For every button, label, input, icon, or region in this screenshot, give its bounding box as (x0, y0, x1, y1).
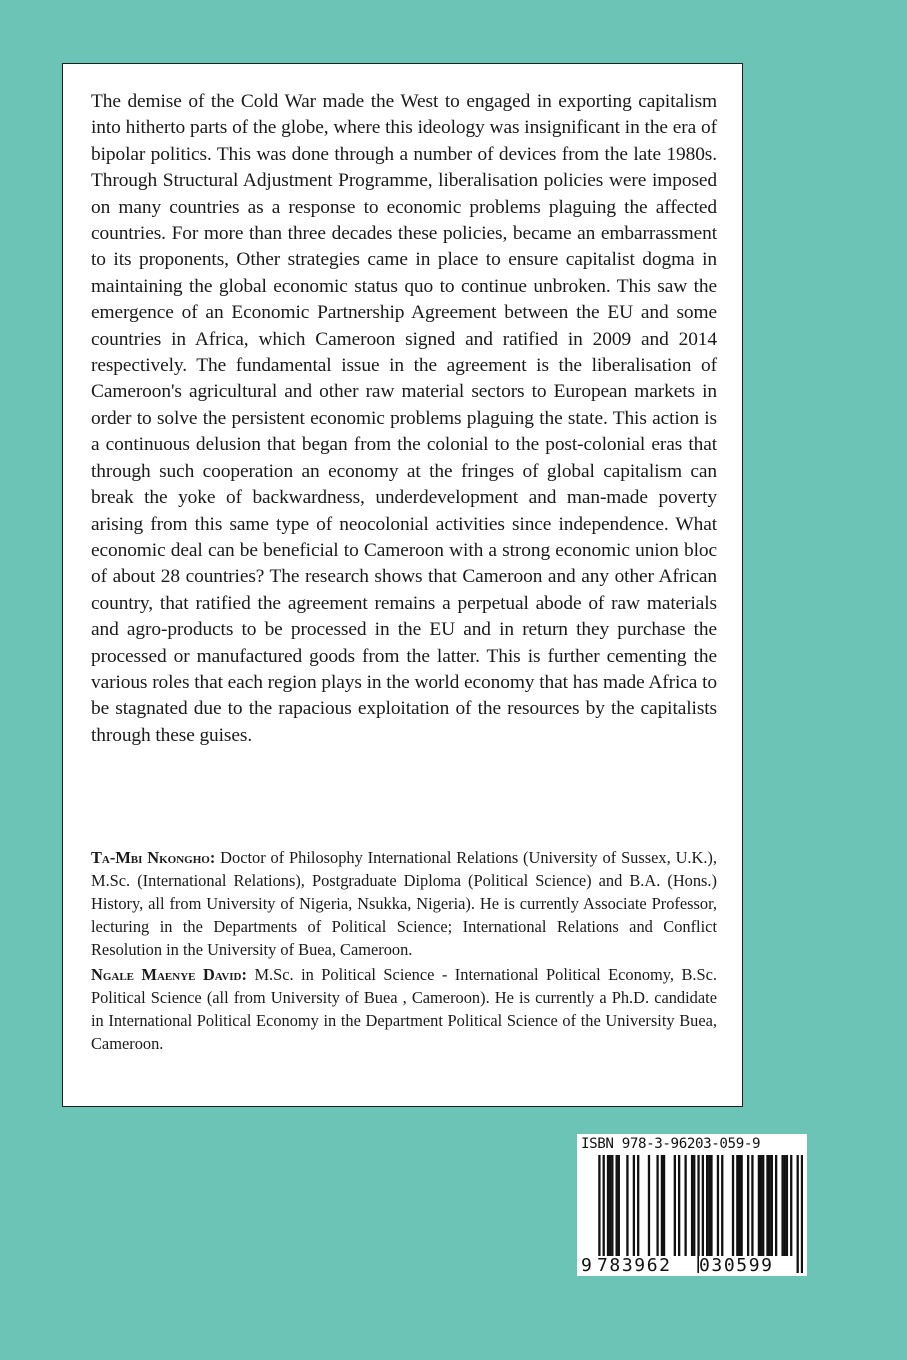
barcode-bar (607, 1155, 609, 1256)
barcode-bar (611, 1155, 613, 1256)
barcode-bar (741, 1155, 743, 1256)
barcode-bar (678, 1155, 680, 1256)
barcode-bar (736, 1155, 738, 1256)
barcode-bar (656, 1155, 658, 1256)
barcode-bar (721, 1155, 723, 1256)
barcode-bar (674, 1155, 676, 1256)
barcode-bar (766, 1155, 768, 1256)
author-bio-text-1: Doctor of Philosophy International Relations (University of Sussex, U.K.), M.Sc. (International Relations), Postgraduate Diploma (Political Science) and B.A. (Hons.) History, all from University of Nigeria, Nsukka, Nigeria). He is currently Associate Professor, lecturing in the Departments of Political Science; International Relations and Conflict Resolution in the University of Buea, Cameroon. (91, 848, 717, 959)
author-name-2: Ngale Maenye David: (91, 965, 247, 984)
barcode-bar (618, 1155, 620, 1256)
barcode-bar (771, 1155, 773, 1256)
barcode-bar (615, 1155, 617, 1256)
barcode-bar (717, 1155, 719, 1256)
barcode-bar (747, 1155, 749, 1256)
barcode-bar (758, 1155, 760, 1256)
barcode-bar (609, 1155, 611, 1256)
barcode-digit-first: 9 (581, 1255, 592, 1276)
barcode-bar (732, 1155, 734, 1256)
barcode-bar (661, 1155, 663, 1256)
barcode-bar (691, 1155, 693, 1256)
author-bio-2 (91, 963, 717, 1055)
barcode-digits (577, 1256, 807, 1276)
barcode-bar (775, 1155, 777, 1256)
barcode-bar (626, 1155, 628, 1256)
barcode-bar (784, 1155, 786, 1256)
barcode-bar (762, 1155, 764, 1256)
barcode-digits-right: 030599 (699, 1255, 774, 1276)
author-bios (91, 846, 717, 1055)
barcode-bar (781, 1155, 783, 1256)
back-cover-text-panel (62, 63, 743, 1107)
isbn-label: ISBN 978-3-96203-059-9 (581, 1136, 761, 1152)
barcode-bar (786, 1155, 788, 1256)
author-name-1: Ta-Mbi Nkongho: (91, 848, 216, 867)
barcode-bar (633, 1155, 635, 1256)
barcode-bar (663, 1155, 665, 1256)
barcode-digits-left: 783962 (597, 1255, 672, 1276)
isbn-barcode (577, 1134, 807, 1276)
barcode-bar (790, 1155, 792, 1256)
barcode-bar (769, 1155, 771, 1256)
barcode-bar (706, 1155, 708, 1256)
barcode-bar (738, 1155, 740, 1256)
book-blurb: The demise of the Cold War made the West to engaged in exporting capitalism into hitherto parts of the globe, where this ideology was insignificant in the era of bipolar politics. This was done through a number of devices from the late 1980s. Through Structural Adjustment Programme, liberalisation policies were imposed on many countries as a response to economic problems plaguing the affected countries. For more than three decades these policies, became an embarrassment to its proponents, Other strategies came in place to ensure capitalist dogma in maintaining the global economic status quo to continue unbroken. This saw the emergence of an Economic Partnership Agreement between the EU and some countries in Africa, which Cameroon signed and ratified in 2009 and 2014 respectively. The fundamental issue in the agreement is the liberalisation of Cameroon's agricultural and other raw material sectors to European markets in order to solve the persistent economic problems plaguing the state. This action is a continuous delusion that began from the colonial to the post-colonial eras that through such cooperation an economy at the fringes of global capitalism can break the yoke of backwardness, underdevelopment and man-made poverty arising from this same type of neocolonial activities since independence. What economic deal can be beneficial to Cameroon with a strong economic union bloc of about 28 countries? The research shows that Cameroon and any other African country, that ratified the agreement remains a perpetual abode of raw materials and agro-products to be processed in the EU and in return they purchase the processed or manufactured goods from the latter. This is further cementing the various roles that each region plays in the world economy that has made Africa to be stagnated due to the rapacious exploitation of the resources by the capitalists through these guises. (91, 91, 717, 746)
barcode-bar (708, 1155, 710, 1256)
barcode-bar (751, 1155, 753, 1256)
barcode-bar (637, 1155, 639, 1256)
barcode-bar (760, 1155, 762, 1256)
author-bio-text-2: M.Sc. in Political Science - International Political Economy, B.Sc. Political Science (all from University of Buea , Cameroon). He is currently a Ph.D. candidate in International Political Economy in the Department Political Science of the University Buea, Cameroon. (91, 965, 717, 1053)
barcode-bar (684, 1155, 686, 1256)
author-bio-1 (91, 846, 717, 961)
barcode-bar (648, 1155, 650, 1256)
barcode-bar (693, 1155, 695, 1256)
barcode-bar (710, 1155, 712, 1256)
